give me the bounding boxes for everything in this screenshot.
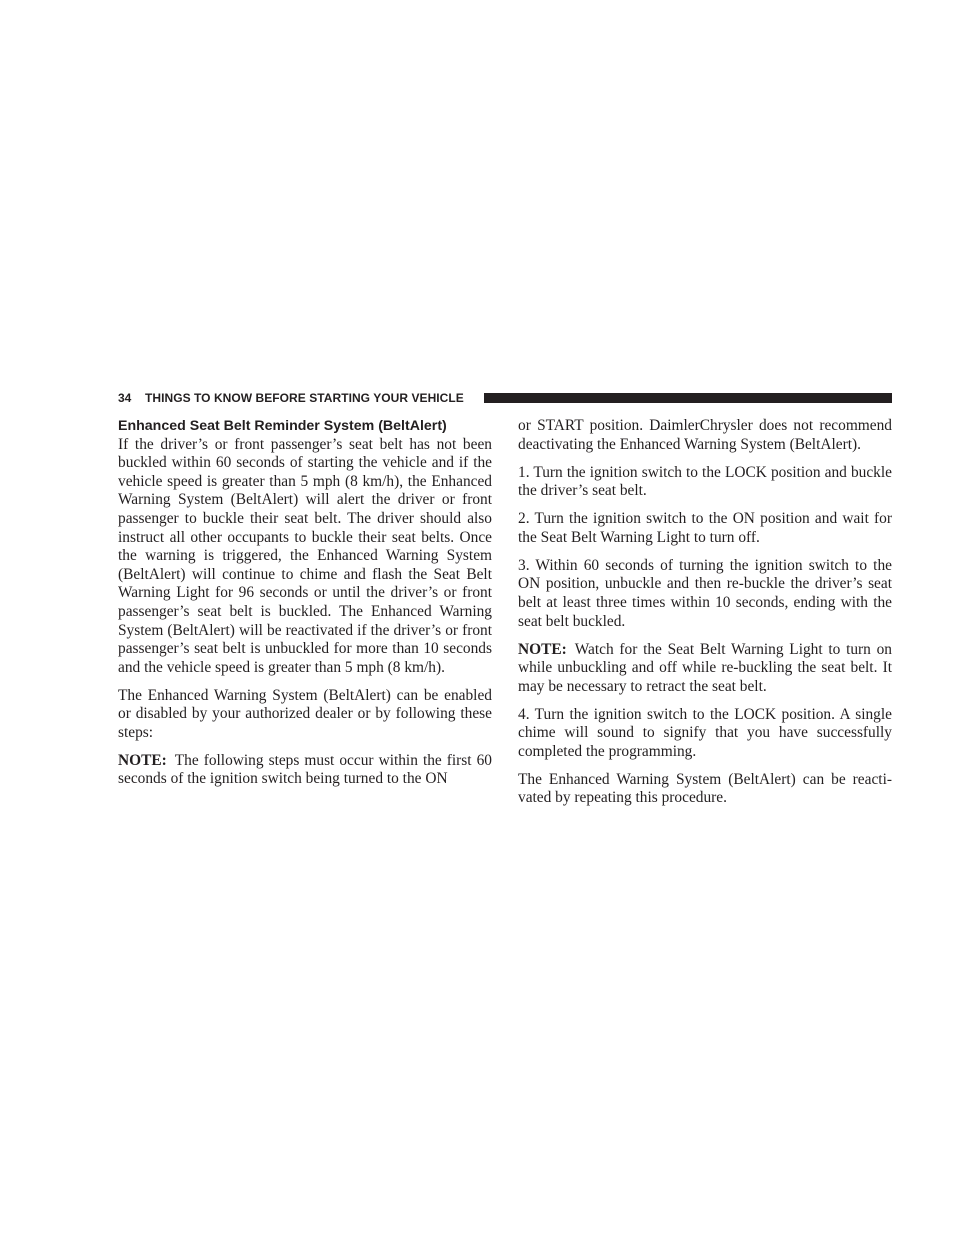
- step-2: 2. Turn the ignition switch to the ON position and wait for the Seat Belt Warning Light to turn off.: [518, 510, 892, 546]
- note-text: The following steps must occur within the first 60 seconds of the ignition switch being turned to the ON: [118, 751, 492, 788]
- note-label: NOTE:: [518, 640, 567, 658]
- step-4: 4. Turn the ignition switch to the LOCK position. A single chime will sound to signify that you have successfully completed the programming.: [518, 705, 892, 760]
- warning-light-note: [518, 641, 892, 697]
- page-number: 34: [118, 391, 132, 405]
- reactivation-paragraph: The Enhanced Warning System (BeltAlert) can be reactivated by repeating this procedure.: [518, 770, 892, 807]
- timing-note: [118, 752, 492, 789]
- running-header: [118, 390, 892, 406]
- section-heading: Enhanced Seat Belt Reminder System (BeltAlert): [118, 418, 447, 434]
- note-label: NOTE:: [118, 751, 167, 769]
- chapter-title: THINGS TO KNOW BEFORE STARTING YOUR VEHICLE: [145, 391, 464, 405]
- header-rule-bar: [484, 393, 892, 403]
- continued-paragraph: or START position. DaimlerChrysler does not recommend deactivating the Enhanced Warning System (BeltAlert).: [518, 417, 892, 453]
- step-3: 3. Within 60 seconds of turning the ignition switch to the ON position, unbuckle and then re-buckle the driver’s seat belt at least three times within 10 seconds, ending with the seat belt buckled.: [518, 556, 892, 630]
- note-text: Watch for the Seat Belt Warning Light to turn on while unbuckling and off while re-buckling the seat belt. It may be necessary to retract the seat belt.: [518, 640, 892, 695]
- enable-disable-paragraph: The Enhanced Warning System (BeltAlert) can be enabled or disabled by your authorized dealer or by following these steps:: [118, 686, 492, 741]
- intro-paragraph: If the driver’s or front passenger’s seat belt has not been buckled within 60 seconds of starting the vehicle and if the vehicle speed is greater than 5 mph (8 km/h), the Enhanced Warning System (BeltAlert) will alert the driver or front passenger to buckle their seat belt. The driver should also instruct all other occupants to buckle their seat belts. Once the warning is triggered, the Enhanced Warning System (BeltAlert) will continue to chime and flash the Seat Belt Warning Light for 96 seconds or until the driver’s or front passenger’s seat belt is buckled. The Enhanced Warning System (BeltAlert) will be reactivated if the driver’s or front passenger’s seat belt is unbuckled for more than 10 seconds and the vehicle speed is greater than 5 mph (8 km/h).: [118, 435, 492, 676]
- left-column: [118, 417, 492, 798]
- step-1: 1. Turn the ignition switch to the LOCK position and buckle the driver’s seat belt.: [518, 463, 892, 500]
- right-column: [518, 417, 892, 817]
